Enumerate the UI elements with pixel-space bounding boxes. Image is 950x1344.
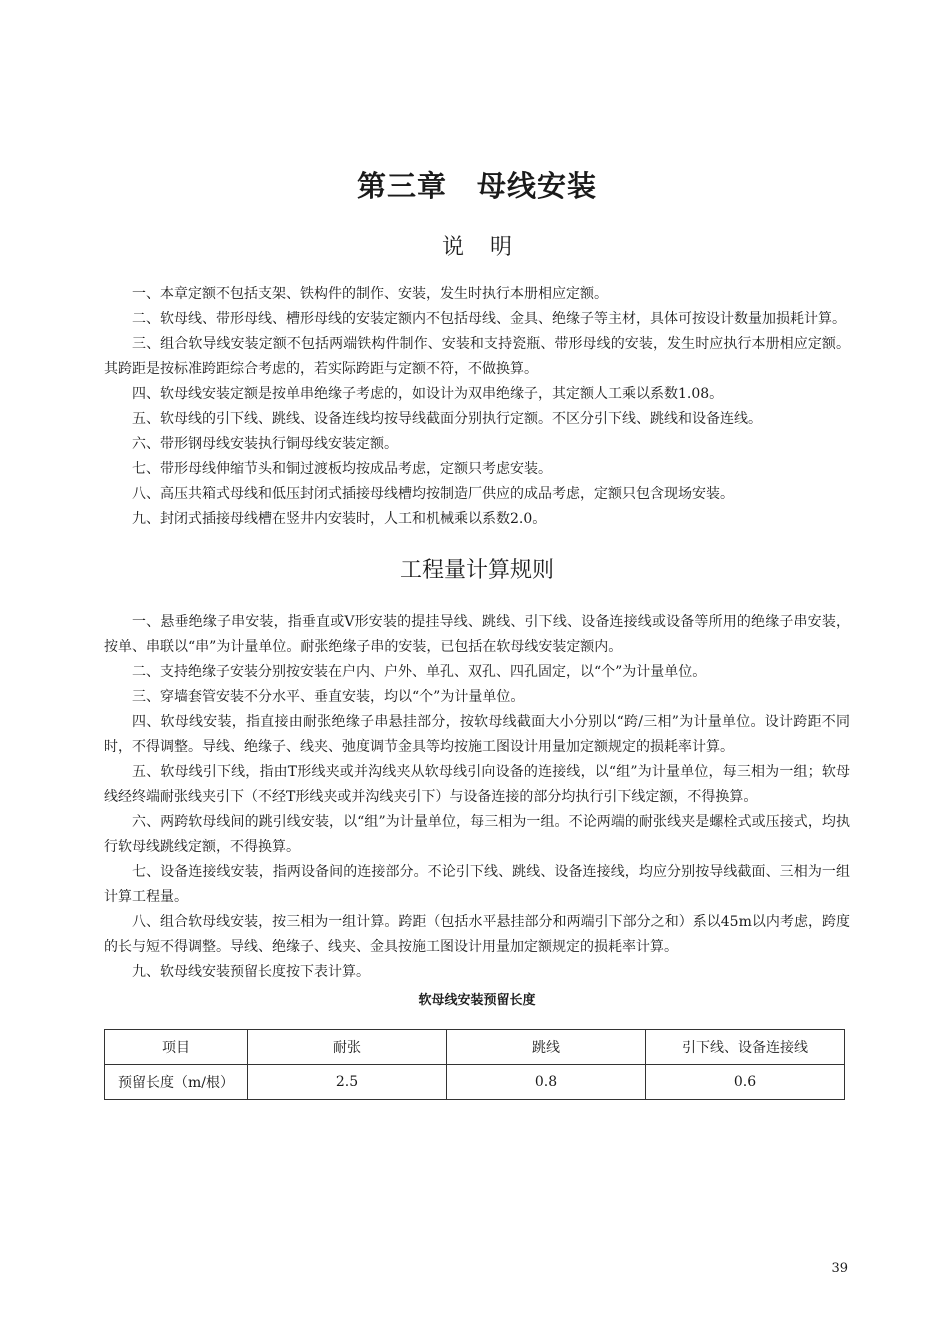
table-header-cell: 跳线 — [447, 1030, 646, 1065]
table-cell: 2.5 — [248, 1065, 447, 1100]
rules-section-title: 工程量计算规则 — [399, 558, 554, 583]
table-row — [105, 1065, 845, 1100]
explain-paragraph: 二、软母线、带形母线、槽形母线的安装定额内不包括母线、金具、绝缘子等主材，具体可按设计数量加损耗计算。 — [132, 311, 846, 327]
table-cell: 0.6 — [646, 1065, 845, 1100]
explain-paragraph: 七、带形母线伸缩节头和铜过渡板均按成品考虑，定额只考虑安装。 — [132, 461, 552, 477]
rules-paragraph: 六、两跨软母线间的跳引线安装，以“组”为计量单位，每三相为一组。不论两端的耐张线夹是螺栓式或压接式，均执行软母线跳线定额，不得换算。 — [104, 814, 850, 855]
chapter-number: 第三章 — [356, 169, 447, 203]
explain-paragraph: 九、封闭式插接母线槽在竖井内安装时，人工和机械乘以系数2.0。 — [132, 511, 547, 527]
page-number: 39 — [831, 1261, 848, 1276]
table-cell: 0.8 — [447, 1065, 646, 1100]
explain-paragraph: 四、软母线安装定额是按单串绝缘子考虑的，如设计为双串绝缘子，其定额人工乘以系数1.08。 — [132, 386, 724, 402]
table-header-cell: 项目 — [105, 1030, 248, 1065]
explain-paragraph: 八、高压共箱式母线和低压封闭式插接母线槽均按制造厂供应的成品考虑，定额只包含现场安装。 — [132, 486, 734, 502]
reserve-length-table — [104, 1029, 845, 1100]
explain-paragraph: 六、带形钢母线安装执行铜母线安装定额。 — [132, 436, 398, 452]
chapter-name: 母线安装 — [477, 169, 598, 203]
explain-paragraph: 三、组合软导线安装定额不包括两端铁构件制作、安装和支持瓷瓶、带形母线的安装，发生时应执行本册相应定额。其跨距是按标准跨距综合考虑的，若实际跨距与定额不符，不做换算。 — [104, 336, 850, 377]
chapter-title — [104, 160, 850, 212]
rules-paragraph: 七、设备连接线安装，指两设备间的连接部分。不论引下线、跳线、设备连接线，均应分别按导线截面、三相为一组计算工程量。 — [104, 864, 850, 905]
document-page — [104, 160, 850, 1100]
table-header-cell: 引下线、设备连接线 — [646, 1030, 845, 1065]
explain-section — [104, 282, 850, 532]
rules-paragraph: 五、软母线引下线，指由T形线夹或并沟线夹从软母线引向设备的连接线，以“组”为计量单位，每三相为一组；软母线经终端耐张线夹引下（不经T形线夹或并沟线夹引下）与设备连接的部分均执行引下线定额，不得换算。 — [104, 764, 850, 805]
explain-paragraph: 五、软母线的引下线、跳线、设备连线均按导线截面分别执行定额。不区分引下线、跳线和设备连线。 — [132, 411, 762, 427]
rules-section — [104, 610, 850, 985]
rules-paragraph: 四、软母线安装，指直接由耐张绝缘子串悬挂部分，按软母线截面大小分别以“跨/三相”为计量单位。设计跨距不同时，不得调整。导线、绝缘子、线夹、弛度调节金具等均按施工图设计用量加定额规定的损耗率计算。 — [104, 714, 850, 755]
rules-paragraph: 二、支持绝缘子安装分别按安装在户内、户外、单孔、双孔、四孔固定，以“个”为计量单位。 — [132, 664, 707, 680]
explain-paragraph: 一、本章定额不包括支架、铁构件的制作、安装，发生时执行本册相应定额。 — [132, 286, 608, 302]
explain-section-title: 说明 — [441, 235, 538, 260]
rules-paragraph: 三、穿墙套管安装不分水平、垂直安装，均以“个”为计量单位。 — [132, 689, 525, 705]
table-cell: 预留长度（m/根） — [105, 1065, 248, 1100]
rules-paragraph: 八、组合软母线安装，按三相为一组计算。跨距（包括水平悬挂部分和两端引下部分之和）系以45m以内考虑，跨度的长与短不得调整。导线、绝缘子、线夹、金具按施工图设计用量加定额规定的损耗率计算。 — [104, 914, 850, 955]
table-header-row — [105, 1030, 845, 1065]
table-header-cell: 耐张 — [248, 1030, 447, 1065]
rules-paragraph: 九、软母线安装预留长度按下表计算。 — [132, 964, 370, 980]
table-caption: 软母线安装预留长度 — [418, 993, 536, 1008]
rules-paragraph: 一、悬垂绝缘子串安装，指垂直或V形安装的提挂导线、跳线、引下线、设备连接线或设备等所用的绝缘子串安装，按单、串联以“串”为计量单位。耐张绝缘子串的安装，已包括在软母线安装定额内。 — [104, 614, 850, 655]
